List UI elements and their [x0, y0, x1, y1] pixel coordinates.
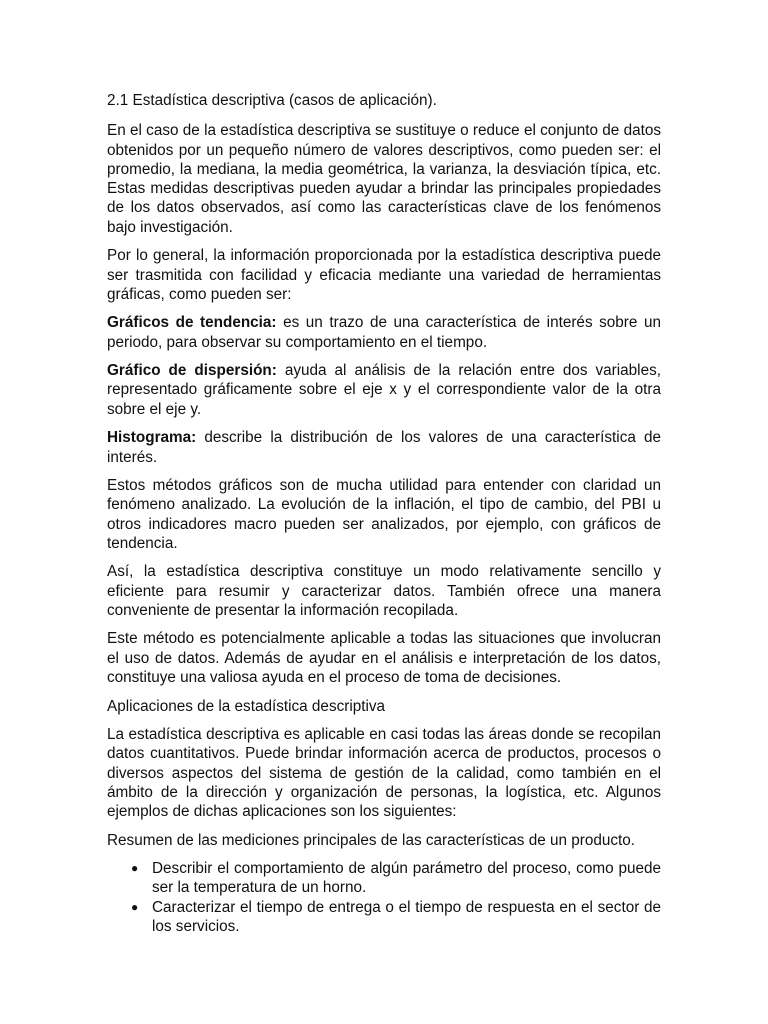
definition-term: Gráficos de tendencia:: [107, 314, 277, 332]
bullet-icon: ●: [131, 899, 139, 914]
subheading-applications: Aplicaciones de la estadística descriptiva: [107, 697, 386, 715]
paragraph-summary: Así, la estadística descriptiva constituye un modo relativamente sencillo y eficiente para resumir y caracterizar datos. También ofrece una manera conveniente de presentar la información recopilada.: [107, 563, 661, 619]
paragraph-applicability: Este método es potencialmente aplicable a todas las situaciones que involucran el uso de datos. Además de ayudar en el análisis e interpretación de los datos, constituye una valiosa ayuda en el proceso de toma de decisiones.: [107, 630, 661, 687]
list-item: [131, 859, 661, 898]
list-item: [131, 898, 661, 937]
definition-term: Histograma:: [107, 429, 197, 447]
definition-text: describe la distribución de los valores de una característica de interés.: [107, 429, 661, 466]
definition-text: es un trazo de una característica de interés sobre un periodo, para observar su comportamiento en el tiempo.: [107, 314, 661, 351]
section-heading: 2.1 Estadística descriptiva (casos de aplicación).: [107, 92, 437, 109]
definition-scatter-plot: [107, 361, 661, 419]
list-item-text: Caracterizar el tiempo de entrega o el tiempo de respuesta en el sector de los servicios.: [152, 898, 661, 936]
definition-text: ayuda al análisis de la relación entre dos variables, representado gráficamente sobre el eje x y el correspondiente valor de la otra sobre el eje y.: [107, 362, 661, 418]
paragraph-graphic-methods: Estos métodos gráficos son de mucha utilidad para entender con claridad un fenómeno analizado. La evolución de la inflación, el tipo de cambio, del PBI u otros indicadores macro pueden ser analizados, por ejemplo, con gráficos de tendencia.: [107, 476, 661, 552]
paragraph-graphic-tools: Por lo general, la información proporcionada por la estadística descriptiva puede ser trasmitida con facilidad y eficacia mediante una variedad de herramientas gráficas, como pueden ser:: [107, 247, 661, 303]
bullet-icon: ●: [131, 861, 139, 876]
paragraph-intro: En el caso de la estadística descriptiva se sustituye o reduce el conjunto de datos obtenidos por un pequeño número de valores descriptivos, como pueden ser: el promedio, la mediana, la media geométrica, la varianza, la desviación típica, etc. Estas medidas descriptivas pueden ayudar a brindar las principales propiedades de los datos observados, así como las características clave de los fenómenos bajo investigación.: [107, 122, 661, 236]
paragraph-product-summary: Resumen de las mediciones principales de las características de un producto.: [107, 831, 636, 849]
list-item-text: Describir el comportamiento de algún parámetro del proceso, como puede ser la temperatura de un horno.: [152, 860, 661, 897]
definition-term: Gráfico de dispersión:: [107, 362, 277, 380]
paragraph-applications: La estadística descriptiva es aplicable en casi todas las áreas donde se recopilan datos cuantitativos. Puede brindar información acerca de productos, procesos o diversos aspectos del sistema de gestión de la calidad, como también en el ámbito de la dirección y organización de personas, la logística, etc. Algunos ejemplos de dichas aplicaciones son los siguientes:: [107, 726, 661, 821]
definition-trend-charts: [107, 313, 661, 352]
definition-histogram: [107, 428, 661, 467]
bullet-list: [107, 859, 661, 936]
